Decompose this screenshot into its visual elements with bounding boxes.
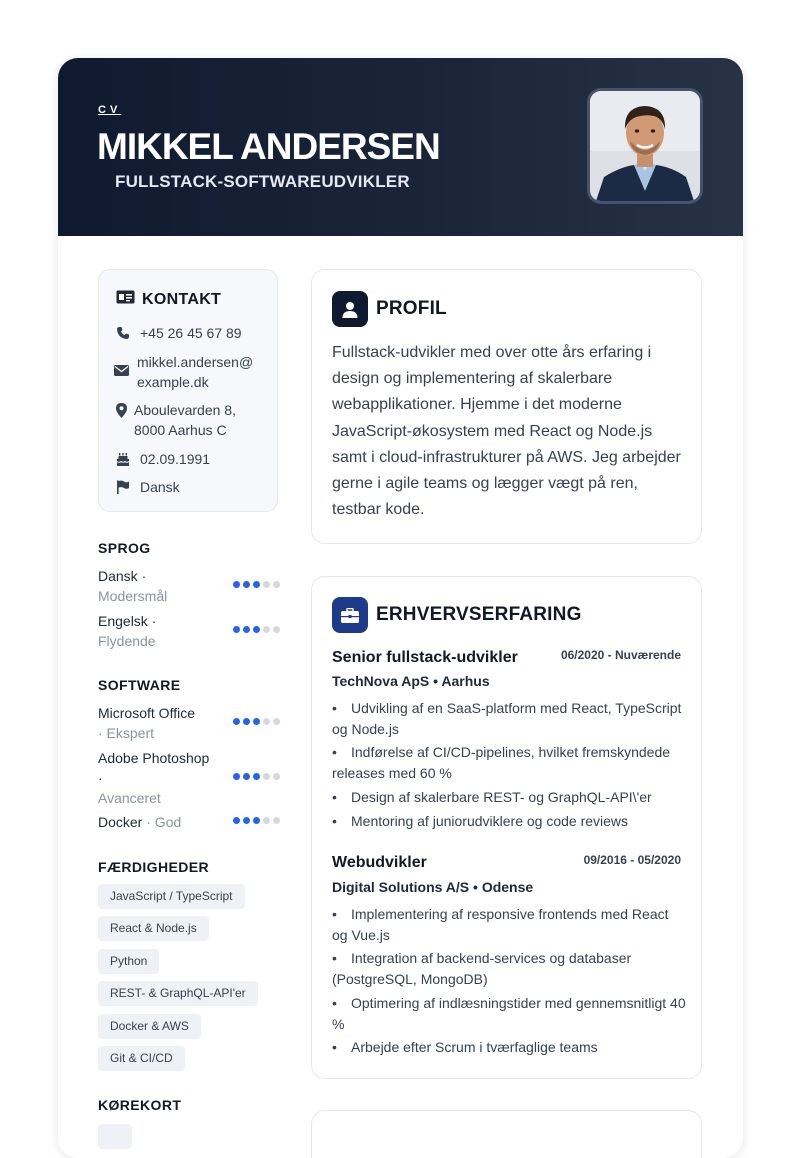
rating-dot (243, 626, 250, 633)
rating-dot (233, 718, 240, 725)
job-1-company: TechNova ApS • Aarhus (332, 673, 490, 689)
job-2-bullet: • Integration af backend-services og databaser (PostgreSQL, MongoDB) (332, 950, 632, 987)
user-icon (332, 291, 368, 327)
skill-chip: Python (98, 949, 159, 974)
rating-dots (233, 817, 280, 824)
job-1-title: Senior fullstack-udvikler (332, 649, 518, 666)
profile-card (311, 269, 702, 544)
job-2-bullet: • Implementering af responsive frontends med React og Vue.js (332, 906, 669, 943)
rating-dots (233, 773, 280, 780)
job-2-bullet: • Optimering af indlæsningstider med gennemsnitligt 40 % (332, 995, 686, 1032)
job-1-bullet: • Indførelse af CI/CD-pipelines, hvilket fremskyndede releases med 60 % (332, 744, 671, 781)
rating-dot (243, 581, 250, 588)
skill-chip: React & Node.js (98, 916, 209, 941)
job-1-bullet: • Mentoring af juniorudviklere og code reviews (332, 813, 629, 829)
rating-dot (263, 773, 270, 780)
rating-dot (243, 718, 250, 725)
cv-label: CV (98, 104, 122, 116)
phone-icon (116, 323, 134, 340)
id-card-icon (116, 290, 135, 309)
contact-heading (116, 290, 221, 309)
envelope-icon (114, 352, 132, 376)
map-pin-icon (116, 400, 128, 418)
experience-heading: ERHVERVSERFARING (332, 597, 582, 633)
rating-dot (233, 817, 240, 824)
contact-heading-label: KONTAKT (142, 290, 222, 308)
profile-photo (587, 88, 703, 204)
birthday-cake-icon (116, 449, 134, 466)
rating-dot (263, 581, 270, 588)
rating-dot (273, 626, 280, 633)
contact-nationality: Dansk (116, 477, 180, 497)
skill-chip: JavaScript / TypeScript (98, 884, 245, 909)
profile-summary: Fullstack-udvikler med over otte års erfaring i design og implementering af skalerbare webapplikationer. Hjemme i det moderne JavaScript-økosystem med React og Node.js samt i cloud-infrastrukturer på AWS. Jeg arbejder gerne i agile teams og lægger vægt på ren, testbar kode. (332, 344, 681, 519)
rating-dot (233, 581, 240, 588)
rating-dot (253, 817, 260, 824)
portrait-image (590, 91, 700, 201)
rating-dot (243, 773, 250, 780)
license-chip (98, 1124, 132, 1149)
rating-dot (273, 773, 280, 780)
rating-dot (233, 626, 240, 633)
briefcase-icon (332, 597, 368, 633)
rating-dots (233, 718, 280, 725)
software-item: Adobe Photoshop · Avanceret (98, 748, 280, 808)
job-2-company: Digital Solutions A/S • Odense (332, 879, 534, 895)
next-section-card (311, 1110, 702, 1158)
contact-birthdate: 02.09.1991 (116, 449, 210, 469)
rating-dot (253, 581, 260, 588)
contact-email[interactable]: mikkel.andersen@ example.dk (114, 352, 253, 392)
rating-dot (273, 817, 280, 824)
rating-dot (263, 718, 270, 725)
skill-chip: Docker & AWS (98, 1014, 201, 1039)
rating-dot (253, 626, 260, 633)
software-heading: SOFTWARE (98, 677, 181, 693)
job-1-bullet: • Design af skalerbare REST- og GraphQL-API\'er (332, 789, 652, 805)
flag-icon (116, 477, 134, 494)
languages-heading: SPROG (98, 540, 151, 556)
license-heading: KØREKORT (98, 1097, 182, 1113)
job-2-dates: 09/2016 - 05/2020 (583, 853, 681, 867)
contact-card (98, 269, 278, 512)
rating-dots (233, 626, 280, 633)
contact-address: Aboulevarden 8, 8000 Aarhus C (116, 400, 236, 440)
rating-dot (253, 773, 260, 780)
software-item: Docker · God (98, 812, 280, 832)
person-name: MIKKEL ANDERSEN (97, 126, 440, 167)
rating-dot (263, 817, 270, 824)
job-1-dates: 06/2020 - Nuværende (560, 648, 681, 662)
contact-phone[interactable]: +45 26 45 67 89 (116, 323, 242, 343)
rating-dot (263, 626, 270, 633)
skills-heading: FÆRDIGHEDER (98, 859, 209, 875)
profile-heading: PROFIL (332, 291, 447, 327)
rating-dot (253, 718, 260, 725)
cv-page (58, 58, 743, 1158)
software-item: Microsoft Office · Ekspert (98, 703, 280, 743)
cv-header (58, 58, 743, 236)
experience-card (311, 576, 702, 1079)
skill-chip: Git & CI/CD (98, 1046, 185, 1071)
language-item: Engelsk · Flydende (98, 611, 280, 651)
language-item: Dansk · Modersmål (98, 566, 280, 606)
rating-dot (233, 773, 240, 780)
job-1-bullet: • Udvikling af en SaaS-platform med React, TypeScript og Node.js (332, 700, 682, 737)
job-2-bullet: • Arbejde efter Scrum i tværfaglige teams (332, 1039, 598, 1055)
job-2-title: Webudvikler (332, 854, 427, 871)
rating-dot (243, 817, 250, 824)
skill-chip: REST- & GraphQL-API'er (98, 981, 258, 1006)
rating-dot (273, 718, 280, 725)
rating-dots (233, 581, 280, 588)
job-title-headline: FULLSTACK-SOFTWAREUDVIKLER (115, 172, 410, 191)
rating-dot (273, 581, 280, 588)
